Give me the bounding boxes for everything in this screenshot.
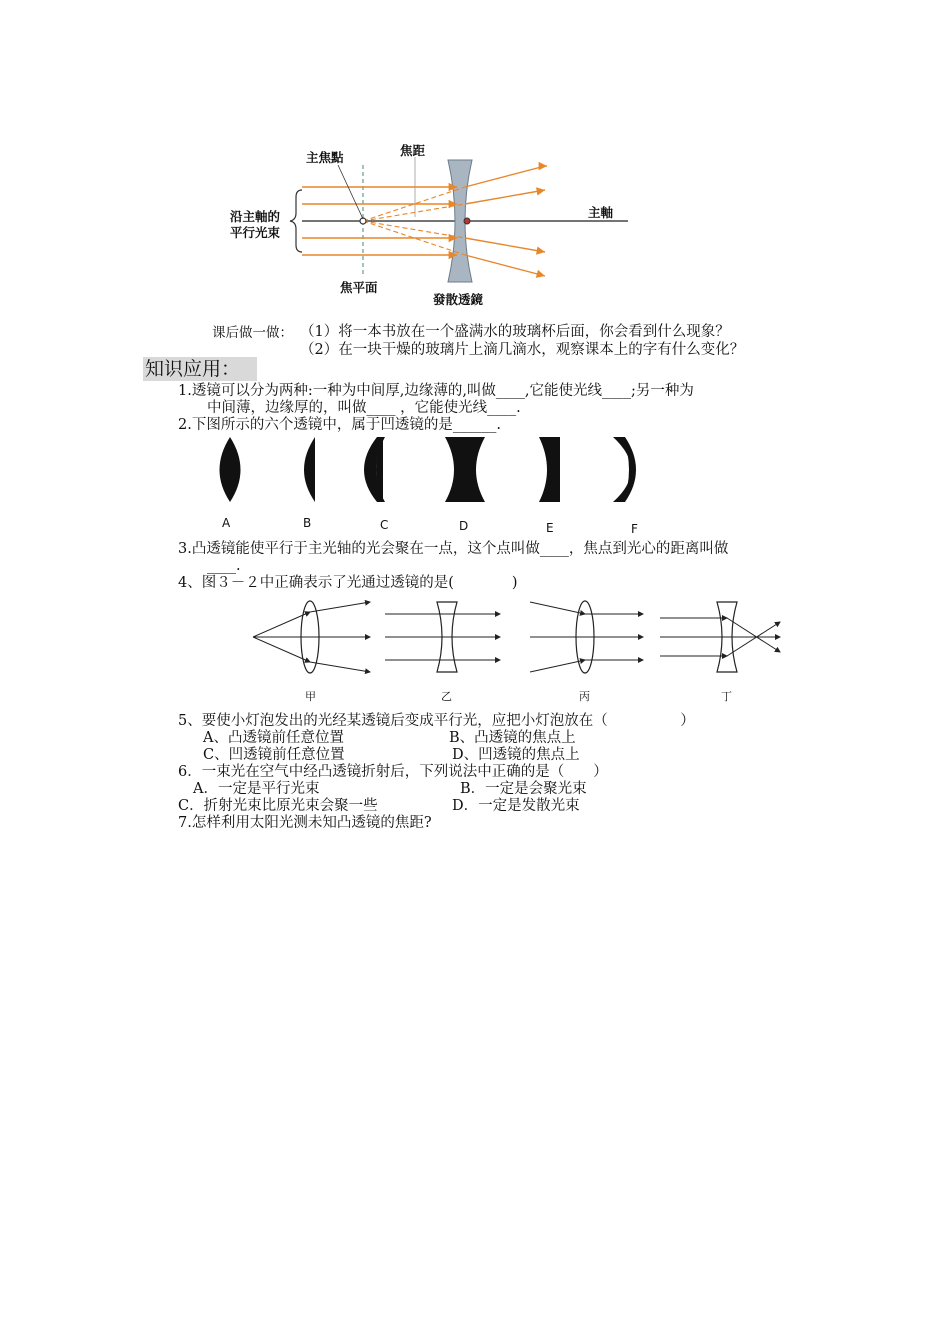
q4-text: 4、图３－２中正确表示了光通过透镜的是( ) [178, 575, 518, 591]
homework-item-1: （1）将一本书放在一个盛满水的玻璃杯后面，你会看到什么现象？ [300, 324, 730, 340]
q6-option-a: A．一定是平行光束 [193, 781, 320, 797]
lens-letter-e: E [546, 521, 554, 535]
q2-text: 2.下图所示的六个透镜中，属于凹透镜的是______. [178, 417, 501, 433]
lens-letter-b: B [303, 516, 312, 530]
q1-line2: 中间薄，边缘厚的，叫做____ ，它能使光线____. [207, 400, 521, 416]
lens-letter-d: D [459, 519, 469, 533]
diverging-lens-diagram [220, 135, 640, 310]
q6-option-c: C．折射光束比原光束会聚一些 [178, 798, 378, 814]
q5-option-d: D、凹透镜的焦点上 [452, 747, 580, 763]
six-lenses-figure [205, 432, 665, 540]
label-focal-point: 主焦點 [306, 150, 344, 165]
fig-label-yi: 乙 [441, 690, 452, 703]
label-diverging-lens: 發散透鏡 [433, 292, 484, 307]
q5-option-b: B、凸透镜的焦点上 [449, 730, 576, 746]
fig-label-ding: 丁 [721, 690, 732, 703]
four-lenses-diagram [245, 594, 790, 680]
four-lenses-figure [245, 594, 790, 704]
lens-b [304, 437, 315, 502]
homework-prefix: 课后做一做： [212, 325, 293, 341]
q6-option-b: B．一定是会聚光束 [460, 781, 587, 797]
lens-a [220, 437, 241, 502]
q6-option-d: D．一定是发散光束 [452, 798, 580, 814]
q3-line2: ____. [207, 558, 241, 574]
lens-letter-f: F [631, 522, 638, 536]
q3-line1: 3.凸透镜能使平行于主光轴的光会聚在一点，这个点叫做____，焦点到光心的距离叫做 [178, 541, 729, 557]
fig-label-jia: 甲 [305, 690, 316, 703]
lens-d [445, 437, 485, 502]
label-main-axis: 主軸 [588, 205, 614, 220]
q5-option-a: A、凸透镜前任意位置 [203, 730, 344, 746]
homework-item-2: （2）在一块干燥的玻璃片上滴几滴水，观察课本上的字有什么变化？ [300, 342, 745, 358]
q1-line1: 1.透镜可以分为两种:一种为中间厚,边缘薄的,叫做____,它能使光线____;另一种为 [178, 383, 694, 399]
six-lenses-diagram [205, 432, 665, 512]
label-parallel-beam-1: 沿主軸的 [230, 209, 281, 224]
section-title: 知识应用： [143, 357, 257, 381]
q5-option-c: C、凹透镜前任意位置 [203, 747, 345, 763]
label-focal-plane: 焦平面 [340, 280, 378, 295]
lens-letter-c: C [380, 518, 389, 532]
fig-label-bing: 丙 [579, 690, 590, 703]
q7-text: 7.怎样利用太阳光测未知凸透镜的焦距? [178, 815, 432, 831]
label-parallel-beam-2: 平行光束 [230, 225, 281, 240]
lens-letter-a: A [222, 516, 231, 530]
lens-e [539, 437, 560, 502]
label-focal-length: 焦距 [400, 143, 426, 158]
q6-text: 6．一束光在空气中经凸透镜折射后，下列说法中正确的是（ ） [178, 764, 608, 780]
q5-text: 5、要使小灯泡发出的光经某透镜后变成平行光，应把小灯泡放在（ ） [178, 713, 695, 729]
diverging-lens-figure [220, 135, 640, 310]
